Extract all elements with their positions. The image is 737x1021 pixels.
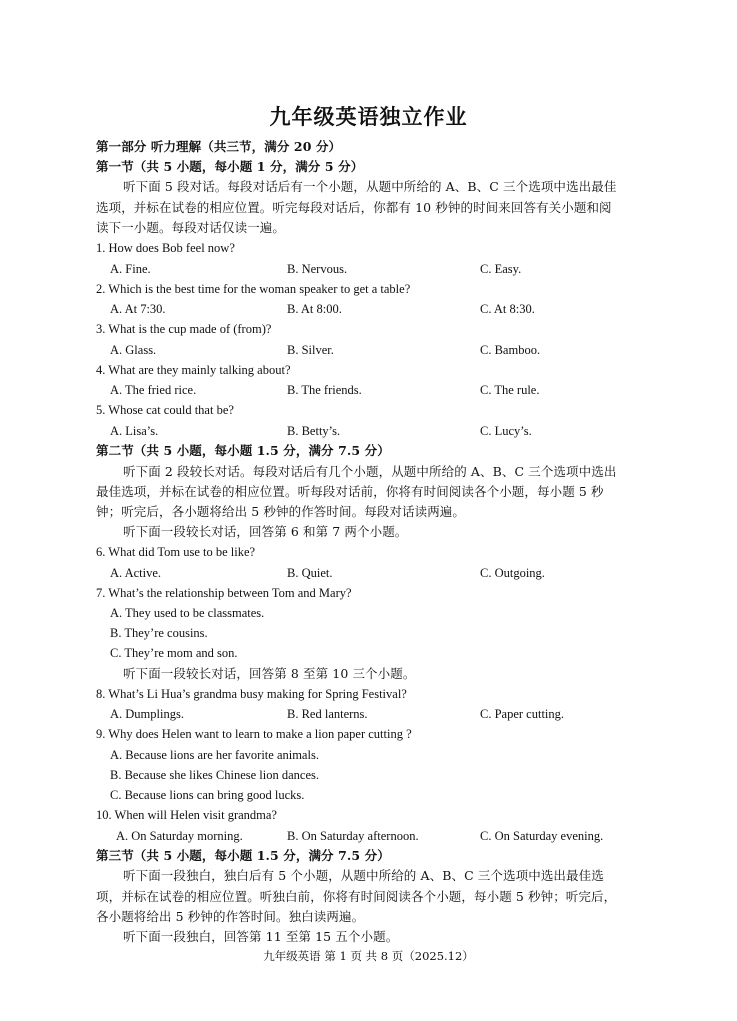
section3-instruction-line3: 各小题将给出 5 秒钟的作答时间。独白读两遍。 [96, 909, 365, 924]
question-6-stem: 6. What did Tom use to be like? [96, 545, 256, 559]
question-10-option-a: A. On Saturday morning. [116, 829, 243, 843]
section1-instruction-line2: 选项，并标在试卷的相应位置。听完每段对话后，你都有 10 秒钟的时间来回答有关小题和阅 [96, 200, 612, 215]
question-5-option-b: B. Betty’s. [287, 424, 341, 438]
question-6-option-a: A. Active. [110, 566, 162, 580]
question-4-stem: 4. What are they mainly talking about? [96, 363, 291, 377]
question-10-option-c: C. On Saturday evening. [480, 829, 604, 843]
section2-instruction-line1: 听下面 2 段较长对话。每段对话后有几个小题，从题中所给的 A、B、C 三个选项中选出 [123, 464, 617, 479]
question-5-option-a: A. Lisa’s. [110, 424, 159, 438]
question-2-option-a: A. At 7:30. [110, 302, 166, 316]
question-7-option-c: C. They’re mom and son. [110, 646, 238, 660]
question-7-option-a: A. They used to be classmates. [110, 606, 265, 620]
question-4-option-b: B. The friends. [287, 383, 362, 397]
section2-instruction-line2: 最佳选项，并标在试卷的相应位置。听每段对话前，你将有时间阅读各个小题，每小题 5 秒 [96, 484, 604, 499]
question-4-option-a: A. The fried rice. [110, 383, 197, 397]
page-title: 九年级英语独立作业 [269, 104, 468, 129]
part1-heading: 第一部分 听力理解（共三节，满分 20 分） [96, 139, 342, 154]
question-1-option-a: A. Fine. [110, 262, 151, 276]
question-5-option-c: C. Lucy’s. [480, 424, 532, 438]
section3-instruction-line1: 听下面一段独白，独白后有 5 个小题，从题中所给的 A、B、C 三个选项中选出最佳选 [123, 868, 604, 883]
question-8-option-a: A. Dumplings. [110, 707, 184, 721]
question-1-option-c: C. Easy. [480, 262, 522, 276]
question-8-stem: 8. What’s Li Hua’s grandma busy making for Spring Festival? [96, 687, 407, 701]
question-7-stem: 7. What’s the relationship between Tom and Mary? [96, 586, 352, 600]
question-8-option-b: B. Red lanterns. [287, 707, 368, 721]
question-1-stem: 1. How does Bob feel now? [96, 241, 235, 255]
section2-heading: 第二节（共 5 小题，每小题 1.5 分，满分 7.5 分） [96, 443, 390, 458]
question-3-option-b: B. Silver. [287, 343, 334, 357]
question-3-stem: 3. What is the cup made of (from)? [96, 322, 272, 336]
question-9-option-b: B. Because she likes Chinese lion dances. [110, 768, 319, 782]
section2-note-2: 听下面一段较长对话，回答第 8 至第 10 三个小题。 [123, 666, 416, 681]
question-10-stem: 10. When will Helen visit grandma? [96, 808, 277, 822]
question-8-option-c: C. Paper cutting. [480, 707, 565, 721]
section2-note-1: 听下面一段较长对话，回答第 6 和第 7 两个小题。 [123, 524, 408, 539]
section3-heading: 第三节（共 5 小题，每小题 1.5 分，满分 7.5 分） [96, 848, 390, 863]
question-4-option-c: C. The rule. [480, 383, 540, 397]
question-7-option-b: B. They’re cousins. [110, 626, 208, 640]
section3-note: 听下面一段独白，回答第 11 至第 15 五个小题。 [123, 929, 399, 944]
section2-instruction-line3: 钟；听完后，各小题将给出 5 秒钟的作答时间。每段对话读两遍。 [96, 504, 466, 519]
question-2-option-b: B. At 8:00. [287, 302, 342, 316]
question-5-stem: 5. Whose cat could that be? [96, 403, 234, 417]
section3-instruction-line2: 项，并标在试卷的相应位置。听独白前，你将有时间阅读各个小题，每小题 5 秒钟；听完后， [96, 889, 617, 904]
question-2-stem: 2. Which is the best time for the woman speaker to get a table? [96, 282, 411, 296]
question-6-option-c: C. Outgoing. [480, 566, 545, 580]
question-6-option-b: B. Quiet. [287, 566, 333, 580]
question-1-option-b: B. Nervous. [287, 262, 348, 276]
question-3-option-c: C. Bamboo. [480, 343, 541, 357]
section1-instruction-line1: 听下面 5 段对话。每段对话后有一个小题，从题中所给的 A、B、C 三个选项中选出最佳 [123, 179, 617, 194]
question-2-option-c: C. At 8:30. [480, 302, 535, 316]
question-9-option-a: A. Because lions are her favorite animals. [110, 748, 319, 762]
question-9-option-c: C. Because lions can bring good lucks. [110, 788, 305, 802]
question-10-option-b: B. On Saturday afternoon. [287, 829, 419, 843]
question-3-option-a: A. Glass. [110, 343, 157, 357]
section1-heading: 第一节（共 5 小题，每小题 1 分，满分 5 分） [96, 159, 364, 174]
question-9-stem: 9. Why does Helen want to learn to make a lion paper cutting ? [96, 727, 412, 741]
page-footer: 九年级英语 第 1 页 共 8 页（2025.12） [263, 949, 474, 963]
section1-instruction-line3: 读下一小题。每段对话仅读一遍。 [96, 220, 286, 235]
